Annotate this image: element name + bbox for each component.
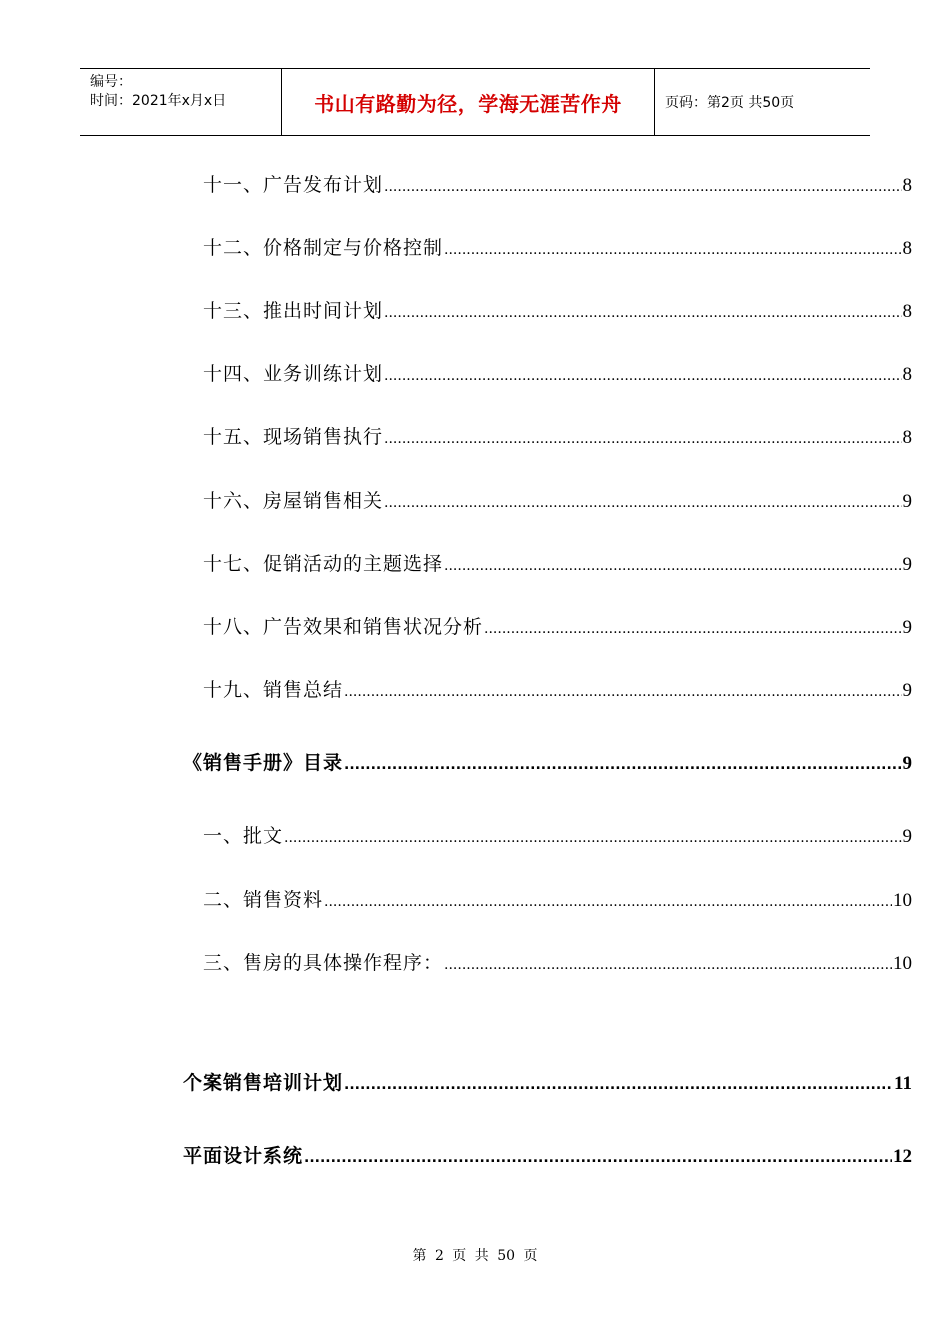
toc-page: 10 xyxy=(893,890,912,911)
toc-section-entry[interactable] xyxy=(183,1068,912,1098)
time-label: 时间：2021年x月x日 xyxy=(90,93,227,109)
toc-leader xyxy=(304,1143,892,1173)
toc-title: 十二、价格制定与价格控制 xyxy=(203,237,444,259)
header-motto: 书山有路勤为径，学海无涯苦作舟 xyxy=(282,69,655,135)
toc-page: 9 xyxy=(902,617,912,638)
toc-page: 8 xyxy=(902,427,912,448)
toc-title: 十四、业务训练计划 xyxy=(203,363,384,385)
toc-leader xyxy=(384,172,901,202)
toc-title: 十九、销售总结 xyxy=(203,679,344,701)
toc-title: 十六、房屋销售相关 xyxy=(203,490,384,512)
toc-title: 一、批文 xyxy=(203,825,284,847)
toc-page: 8 xyxy=(902,364,912,385)
toc-title: 二、销售资料 xyxy=(203,889,324,911)
toc-entry[interactable] xyxy=(203,296,912,326)
toc-title: 十七、促销活动的主题选择 xyxy=(203,553,444,575)
toc-entry[interactable] xyxy=(203,675,912,705)
number-label: 编号： xyxy=(90,74,132,90)
toc-leader xyxy=(344,1070,893,1100)
toc-entry[interactable] xyxy=(203,885,912,915)
toc-page: 8 xyxy=(902,238,912,259)
toc-entry[interactable] xyxy=(203,612,912,642)
toc-entry[interactable] xyxy=(203,948,912,978)
toc-entry[interactable] xyxy=(203,359,912,389)
toc-section-entry[interactable] xyxy=(183,748,912,778)
toc-entry[interactable] xyxy=(203,549,912,579)
toc-page: 9 xyxy=(902,680,912,701)
toc-title: 十五、现场销售执行 xyxy=(203,426,384,448)
toc-leader xyxy=(384,361,901,391)
toc-leader xyxy=(384,298,901,328)
toc-title: 三、售房的具体操作程序： xyxy=(203,952,444,974)
toc-title: 个案销售培训计划 xyxy=(183,1072,344,1094)
toc-page: 9 xyxy=(902,753,912,774)
toc-page: 10 xyxy=(893,953,912,974)
toc-leader xyxy=(444,950,892,980)
toc-leader xyxy=(344,677,901,707)
toc-page: 12 xyxy=(893,1146,912,1167)
toc-leader xyxy=(344,750,901,780)
toc-leader xyxy=(484,614,901,644)
toc-section-entry[interactable] xyxy=(183,1141,912,1171)
toc-title: 平面设计系统 xyxy=(183,1145,304,1167)
toc-page: 8 xyxy=(902,301,912,322)
toc-entry[interactable] xyxy=(203,486,912,516)
toc-entry[interactable] xyxy=(203,821,912,851)
toc-leader xyxy=(444,235,901,265)
toc-title: 十三、推出时间计划 xyxy=(203,300,384,322)
header-page-info: 页码：第2页 共50页 xyxy=(665,95,795,111)
page-footer: 第 2 页 共 50 页 xyxy=(412,1248,538,1264)
toc-entry[interactable] xyxy=(203,233,912,263)
toc-page: 9 xyxy=(902,826,912,847)
toc-leader xyxy=(384,424,901,454)
toc-leader xyxy=(284,823,901,853)
toc-title: 《销售手册》目录 xyxy=(183,752,344,774)
toc-entry[interactable] xyxy=(203,422,912,452)
toc-title: 十八、广告效果和销售状况分析 xyxy=(203,616,484,638)
toc-page: 9 xyxy=(902,554,912,575)
header-meta xyxy=(80,69,282,135)
toc-page: 8 xyxy=(902,175,912,196)
toc-leader xyxy=(384,488,901,518)
toc-leader xyxy=(444,551,901,581)
toc-entry[interactable] xyxy=(203,170,912,200)
page-header xyxy=(80,68,870,136)
toc-page: 9 xyxy=(902,491,912,512)
toc-title: 十一、广告发布计划 xyxy=(203,174,384,196)
toc-page: 11 xyxy=(894,1073,912,1094)
toc-leader xyxy=(324,887,892,917)
